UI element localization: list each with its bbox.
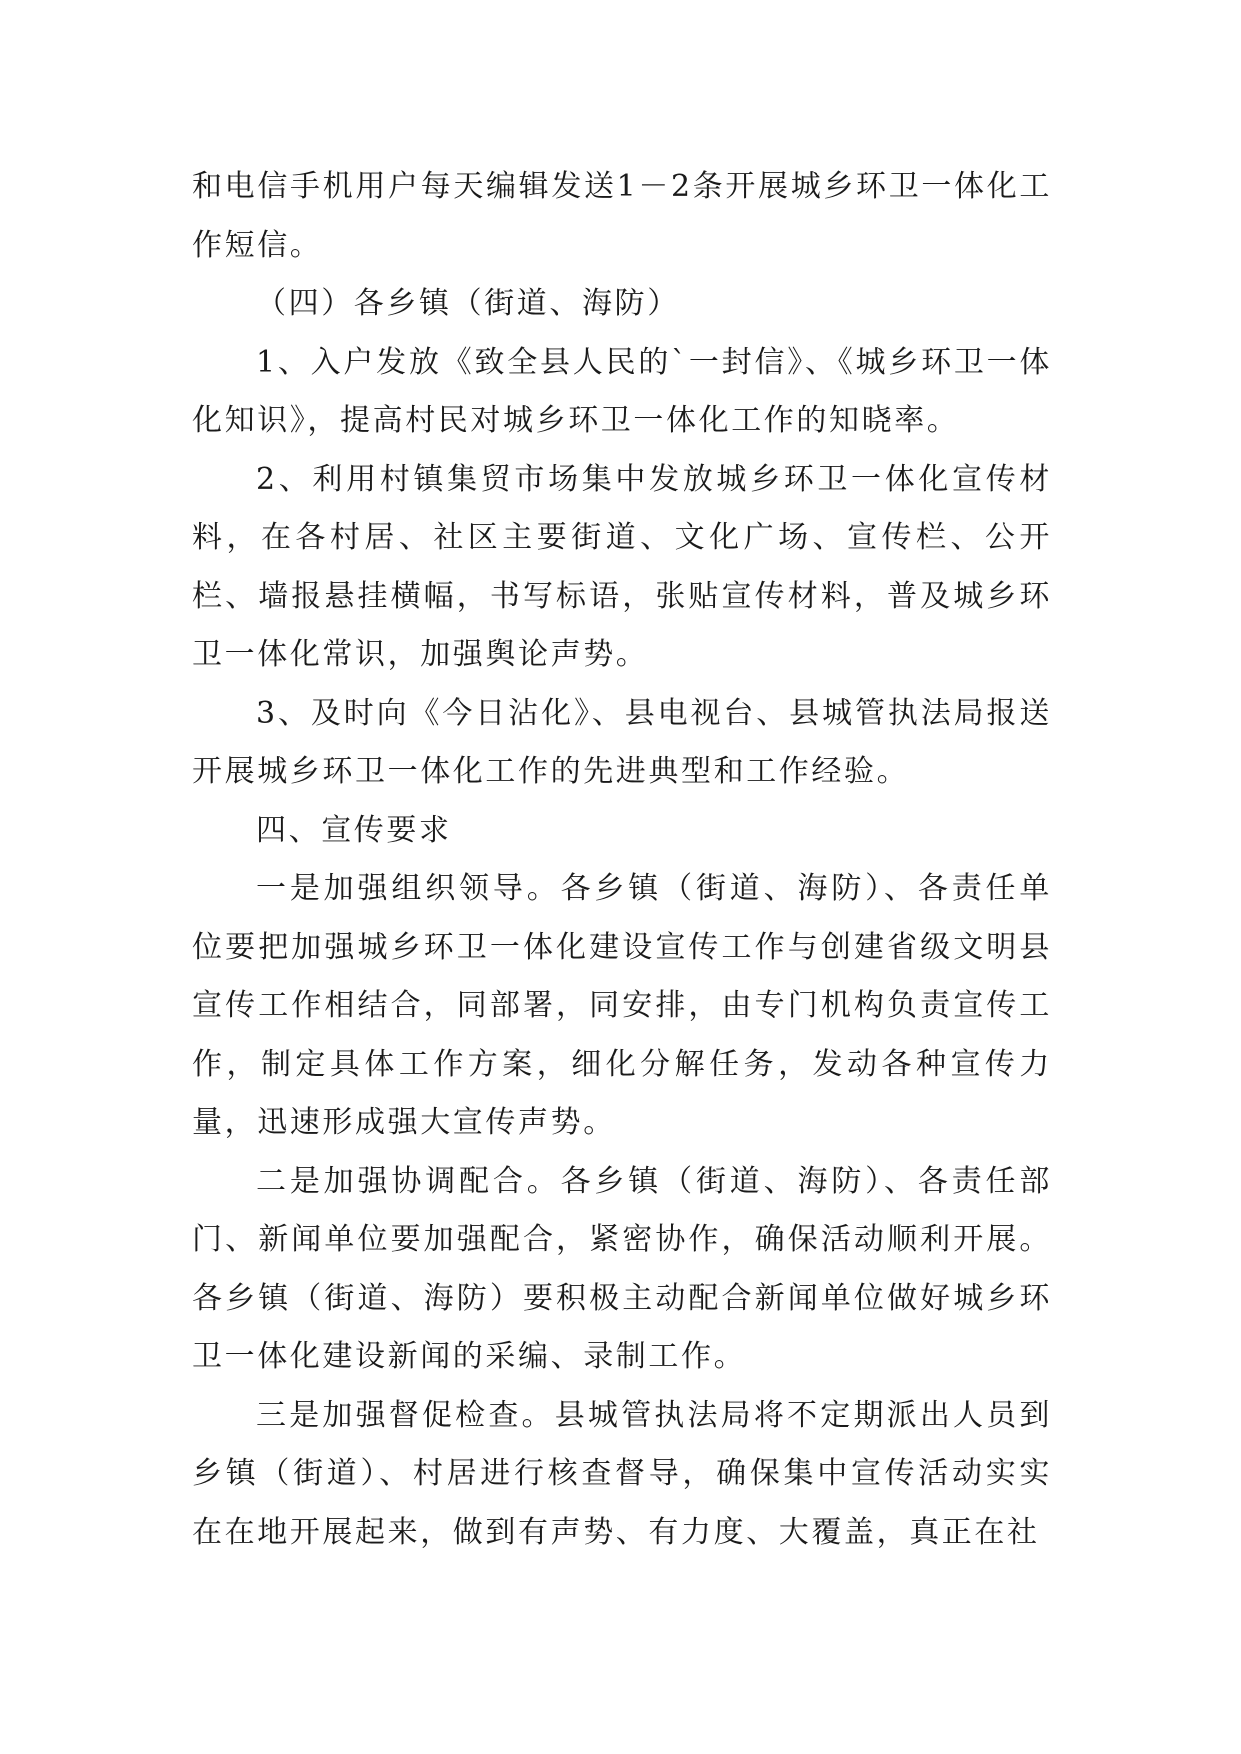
section-heading-requirements: 四、宣传要求: [256, 812, 452, 848]
paragraph-continuation: 和电信手机用户每天编辑发送1－2条开展城乡环卫一体化工作短信。: [192, 169, 1052, 263]
paragraph-requirement-3: 三是加强督促检查。县城管执法局将不定期派出人员到乡镇（街道）、村居进行核查督导，确保集中宣传活动实实在在地开展起来，做到有声势、有力度、大覆盖，真正在社: [192, 1397, 1052, 1550]
paragraph-requirement-1: 一是加强组织领导。各乡镇（街道、海防）、各责任单位要把加强城乡环卫一体化建设宣传工作与创建省级文明县宣传工作相结合，同部署，同安排，由专门机构负责宣传工作，制定具体工作方案，细化分解任务，发动各种宣传力量，迅速形成强大宣传声势。: [192, 871, 1052, 1140]
paragraph-item-1: 1、入户发放《致全县人民的`一封信》、《城乡环卫一体化知识》，提高村民对城乡环卫一体化工作的知晓率。: [192, 344, 1052, 438]
paragraph-item-3: 3、及时向《今日沾化》、县电视台、县城管执法局报送开展城乡环卫一体化工作的先进典型和工作经验。: [192, 695, 1052, 789]
heading-township: （四）各乡镇（街道、海防）: [256, 286, 680, 321]
paragraph-item-2: 2、利用村镇集贸市场集中发放城乡环卫一体化宣传材料，在各村居、社区主要街道、文化广场、宣传栏、公开栏、墙报悬挂横幅，书写标语，张贴宣传材料，普及城乡环卫一体化常识，加强舆论声势。: [192, 461, 1052, 672]
paragraph-requirement-2: 二是加强协调配合。各乡镇（街道、海防）、各责任部门、新闻单位要加强配合，紧密协作，确保活动顺利开展。各乡镇（街道、海防）要积极主动配合新闻单位做好城乡环卫一体化建设新闻的采编、录制工作。: [192, 1163, 1052, 1374]
document-body: [192, 158, 1052, 1562]
